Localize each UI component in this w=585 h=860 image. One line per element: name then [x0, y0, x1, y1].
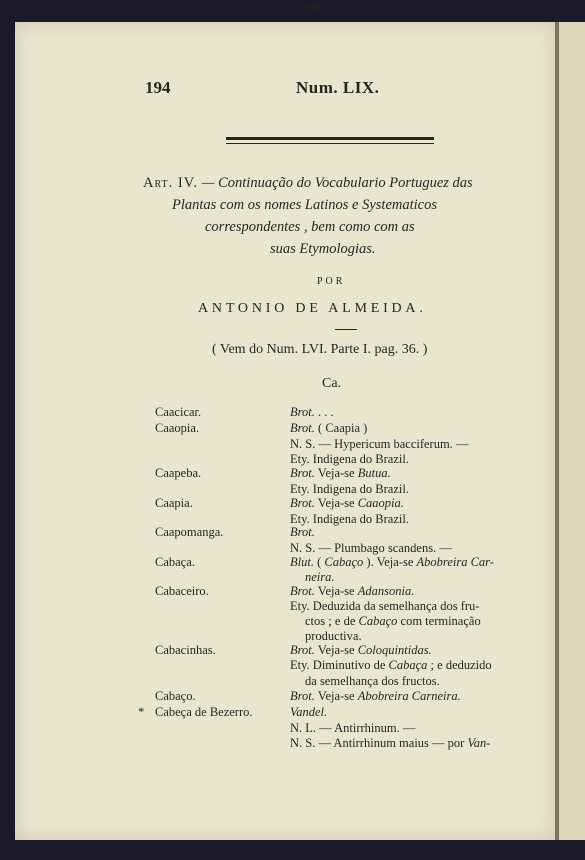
section-heading: Ca.: [322, 376, 342, 391]
entry-definition-line: Brot. Veja-se Butua.: [290, 466, 391, 480]
byline-label: POR: [317, 276, 346, 287]
entry-definition-line: Ety. Indigena do Brazil.: [290, 512, 409, 526]
entry-term: Caapeba.: [155, 466, 202, 480]
header-rule-thin: [226, 143, 434, 144]
entry-definition-line: ctos ; e de Cabaço com terminação: [305, 614, 481, 628]
entry-term: Cabacinhas.: [155, 643, 216, 657]
entry-definition-line: N. S. — Hypericum bacciferum. —: [290, 437, 469, 451]
entry-definition-line: del.: [305, 0, 324, 14]
page-number: 194: [145, 78, 171, 97]
article-heading: [143, 175, 473, 192]
entry-term: Caapomanga.: [155, 525, 224, 539]
short-rule: [335, 329, 357, 330]
facing-page-edge: [559, 22, 585, 840]
continuation-note: ( Vem do Num. LVI. Parte I. pag. 36. ): [212, 342, 428, 357]
entry-term: Caapia.: [155, 496, 193, 510]
entry-definition-line: Ety. Deduzida da semelhança dos fru-: [290, 599, 480, 613]
book-page: [15, 22, 555, 840]
article-title-line: suas Etymologias.: [270, 241, 376, 257]
entry-definition-line: Brot. ( Caapia ): [290, 421, 368, 435]
entry-term: Cabaça.: [155, 555, 195, 569]
article-title-line: correspondentes , bem como com as: [205, 219, 415, 235]
entry-definition-line: Ety. Diminutivo de Cabaça ; e deduzido: [290, 658, 492, 672]
entry-term: Cabaceiro.: [155, 584, 209, 598]
running-head: Num. LIX.: [296, 78, 380, 97]
entry-definition-line: N. L. — Antirrhinum. —: [290, 721, 416, 735]
author-name: ANTONIO DE ALMEIDA.: [198, 301, 427, 316]
entry-definition-line: Vandel.: [290, 705, 328, 719]
entry-definition-line: Brot. Veja-se Adansonia.: [290, 584, 415, 598]
entry-term: Cabeça de Bezerro.: [155, 705, 253, 719]
entry-definition-line: Ety. Indigena do Brazil.: [290, 452, 409, 466]
entry-mark: *: [138, 705, 145, 719]
entry-definition-line: Blut. ( Cabaço ). Veja-se Abobreira Car-: [290, 555, 494, 569]
entry-term: Caaopia.: [155, 421, 200, 435]
entry-definition-line: Brot. Veja-se Caaopia.: [290, 496, 404, 510]
entry-definition-line: Brot. Veja-se Abobreira Carneira.: [290, 689, 461, 703]
article-title-line: — Continuação do Vocabulario Portuguez das: [201, 175, 473, 191]
header-rule-thick: [226, 137, 434, 140]
entry-definition-line: Brot. Veja-se Coloquintidas.: [290, 643, 432, 657]
entry-definition-line: productiva.: [305, 629, 362, 643]
entry-definition-line: N. S. — Antirrhinum maius — por Van-: [290, 736, 491, 750]
entry-definition-line: Ety. Indigena do Brazil.: [290, 482, 409, 496]
entry-definition-line: da semelhança dos fructos.: [305, 674, 440, 688]
article-title-line: Plantas com os nomes Latinos e Systematicos: [172, 197, 438, 213]
entry-definition-line: Brot. . . .: [290, 405, 334, 419]
entry-definition-line: N. S. — Plumbago scandens. —: [290, 541, 452, 555]
entry-definition-line: Brot.: [290, 525, 315, 539]
entry-term: Caacicar.: [155, 405, 202, 419]
entry-term: Cabaço.: [155, 689, 196, 703]
article-label: Art. IV.: [143, 175, 198, 191]
entry-definition-line: neira.: [305, 570, 335, 584]
